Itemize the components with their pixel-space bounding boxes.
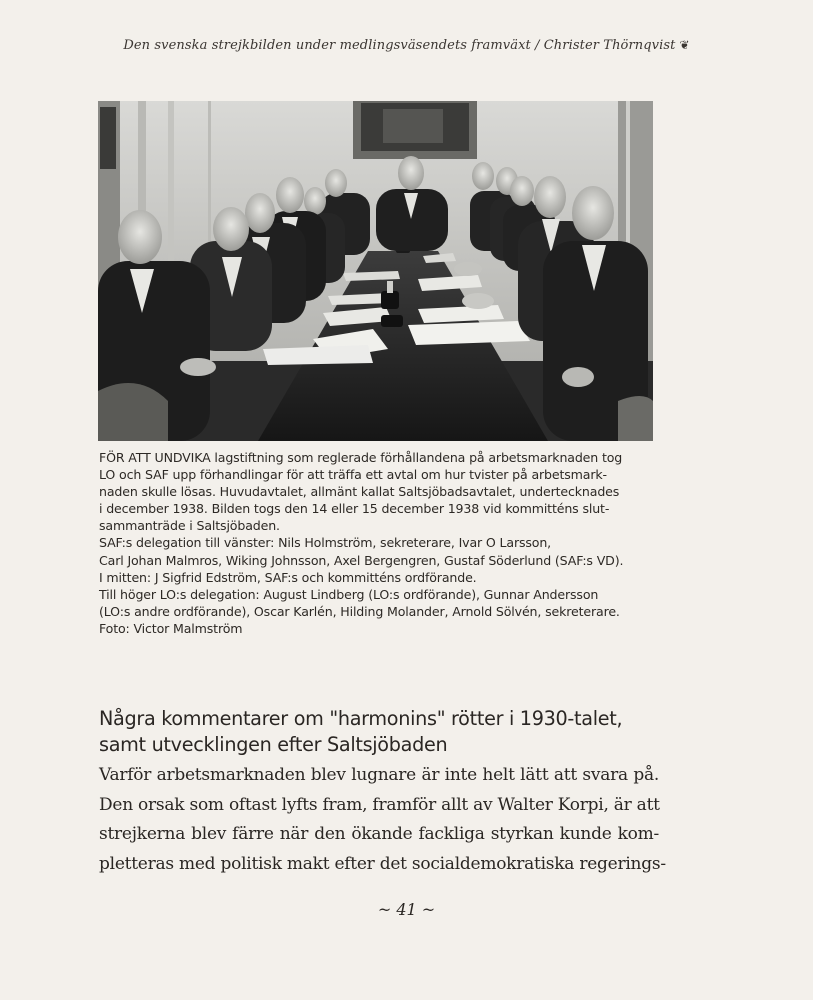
meeting-photograph	[98, 101, 653, 441]
caption-line: LO och SAF upp förhandlingar för att träffa ett avtal om hur tvister på arbetsmark-	[99, 467, 607, 483]
photo-caption	[99, 449, 659, 637]
caption-line: (LO:s andre ordförande), Oscar Karlén, Hilding Molander, Arnold Sölvén, sekreterare.	[99, 603, 620, 619]
caption-line: SAF:s delegation till vänster: Nils Holmström, sekreterare, Ivar O Larsson,	[99, 535, 552, 551]
caption-line: FÖR ATT UNDVIKA lagstiftning som reglerade förhållandena på arbetsmarknaden tog	[99, 450, 623, 465]
body-line: pletteras med politisk makt efter det socialdemokratiska regerings-	[99, 853, 666, 874]
body-line: strejkerna blev färre när den ökande fackliga styrkan kunde kom-	[99, 824, 659, 844]
section-heading-line: samt utvecklingen efter Saltsjöbaden	[99, 733, 448, 756]
section-heading-line: Några kommentarer om "harmonins" rötter i 1930-talet,	[99, 707, 623, 730]
caption-line: naden skulle lösas. Huvudavtalet, allmänt kallat Saltsjöbadsavtalet, undertecknades	[99, 484, 620, 500]
body-line: Den orsak som oftast lyfts fram, framför allt av Walter Korpi, är att	[99, 794, 660, 815]
photograph-illustration	[98, 101, 653, 441]
caption-line: I mitten: J Sigfrid Edström, SAF:s och kommitténs ordförande.	[99, 569, 477, 585]
running-head	[0, 38, 813, 53]
caption-line: sammanträde i Saltsjöbaden.	[99, 518, 280, 534]
caption-line: Till höger LO:s delegation: August Lindberg (LO:s ordförande), Gunnar Andersson	[99, 586, 599, 602]
caption-line: Carl Johan Malmros, Wiking Johnsson, Axel Bergengren, Gustaf Söderlund (SAF:s VD).	[99, 552, 624, 568]
section-heading	[99, 706, 699, 758]
running-head-text: Den svenska strejkbilden under medlingsväsendets framväxt / Christer Thörnqvist	[123, 38, 676, 53]
fleuron-icon: ❦	[679, 38, 690, 52]
caption-line: i december 1938. Bilden togs den 14 eller 15 december 1938 vid kommitténs slut-	[99, 501, 610, 517]
photo-credit: Foto: Victor Malmström	[99, 620, 243, 636]
body-line: Varför arbetsmarknaden blev lugnare är inte helt lätt att svara på.	[99, 765, 659, 785]
body-paragraph	[99, 761, 666, 879]
page-number: ~ 41 ~	[377, 900, 436, 919]
